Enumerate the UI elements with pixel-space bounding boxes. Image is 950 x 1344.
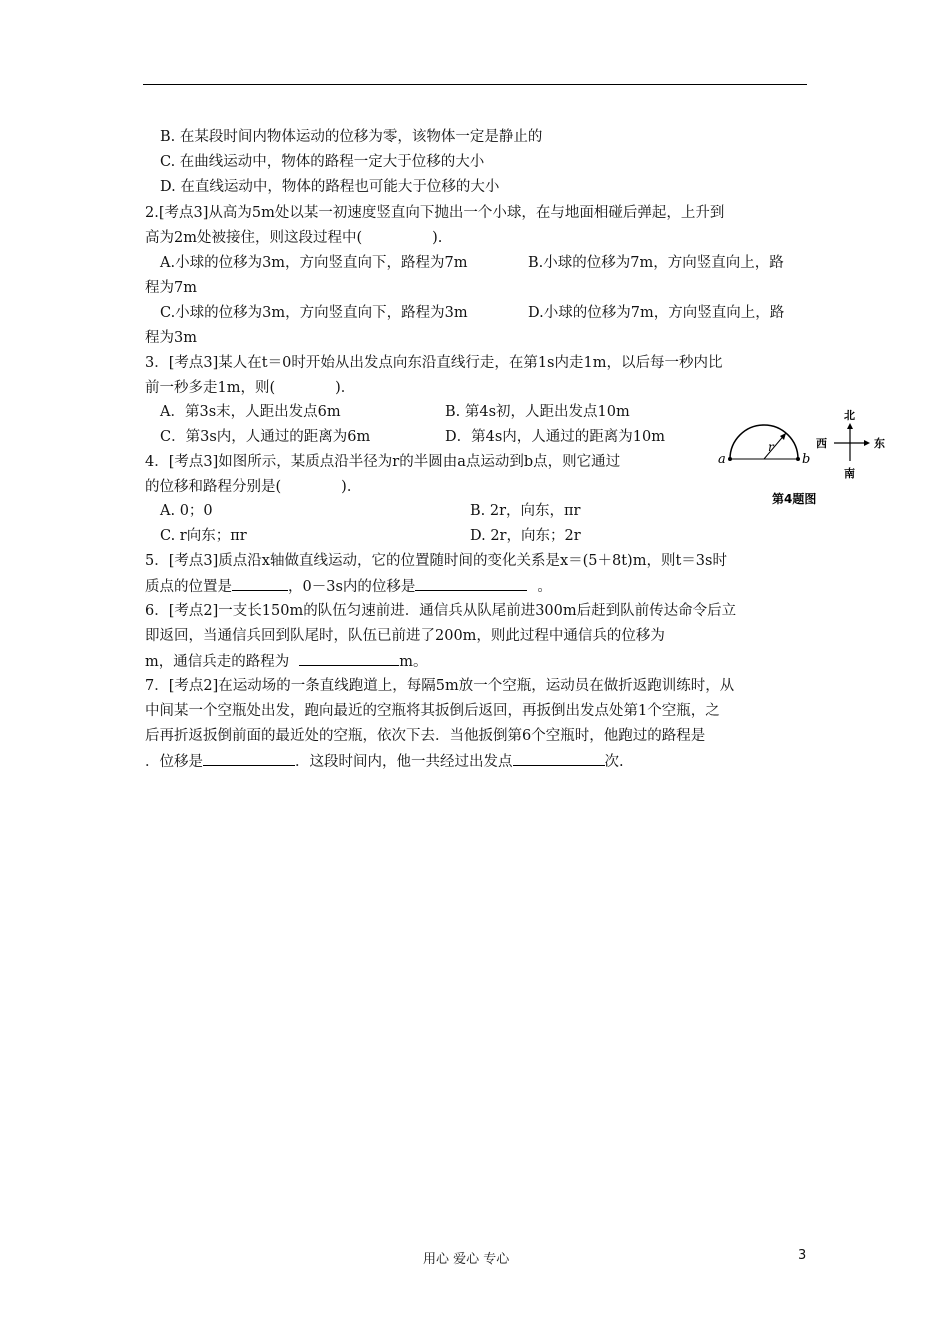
east-arrow-icon <box>864 440 870 446</box>
semicircle-compass-figure <box>716 405 896 515</box>
q1-option-b: B. 在某段时间内物体运动的位移为零，该物体一定是静止的 <box>160 129 543 145</box>
q2-stem-line2 <box>145 228 442 248</box>
q7-answer-blank-2[interactable] <box>513 751 605 766</box>
q7-stem-end: 次. <box>604 754 624 770</box>
q2-stem-line1: 2.[考点3]从高为5m处以某一初速度竖直向下抛出一个小球，在与地面相碰后弹起，上升到 <box>145 205 725 221</box>
q3-stem-end: )． <box>335 380 356 396</box>
q2-option-d-cont: 程为3m <box>145 330 197 346</box>
label-r: r <box>768 440 774 454</box>
q5-answer-blank-2[interactable] <box>415 576 527 591</box>
label-a: a <box>718 452 726 467</box>
q3-option-c: C．第3s内，人通过的距离为6m <box>160 429 371 445</box>
q6-stem-pre: m，通信兵走的路程为 <box>145 654 290 670</box>
q3-stem-text: 前一秒多走1m，则( <box>145 380 276 396</box>
label-north: 北 <box>844 409 855 422</box>
q7-stem-mid: ．这段时间内，他一共经过出发点 <box>295 754 513 770</box>
q7-stem-line1: 7．[考点2]在运动场的一条直线跑道上，每隔5m放一个空瓶，运动员在做折返跑训练时，从 <box>145 678 735 694</box>
figure-caption: 第4题图 <box>772 492 817 506</box>
label-south: 南 <box>844 467 855 480</box>
label-east: 东 <box>874 437 885 450</box>
q3-option-b: B. 第4s初，人距出发点10m <box>445 404 630 420</box>
q4-option-a: A. 0；0 <box>160 503 213 519</box>
q5-stem-line1: 5．[考点3]质点沿x轴做直线运动，它的位置随时间的变化关系是x＝(5＋8t)m，则t＝3s时 <box>145 553 727 569</box>
q2-option-a: A.小球的位移为3m，方向竖直向下，路程为7m <box>160 255 468 271</box>
q5-stem-end: 。 <box>537 579 552 595</box>
q4-option-c: C. r向东；πr <box>160 528 247 544</box>
north-arrow-icon <box>847 423 853 429</box>
q6-stem-line2: 即返回，当通信兵回到队尾时，队伍已前进了200m，则此过程中通信兵的位移为 <box>145 628 665 644</box>
semicircle-arc <box>730 425 798 459</box>
q4-stem-text: 的位移和路程分别是( <box>145 479 282 495</box>
point-a <box>728 457 732 461</box>
q4-stem-line2 <box>145 477 361 497</box>
page-number: 3 <box>798 1248 807 1263</box>
q7-stem-line3: 后再折返扳倒前面的最近处的空瓶，依次下去．当他扳倒第6个空瓶时，他跑过的路程是 <box>145 728 706 744</box>
q3-option-a: A．第3s末，人距出发点6m <box>160 404 341 420</box>
q3-stem-line1: 3．[考点3]某人在t＝0时开始从出发点向东沿直线行走，在第1s内走1m，以后每一秒内比 <box>145 355 723 371</box>
q6-stem-line1: 6．[考点2]一支长150m的队伍匀速前进．通信兵从队尾前进300m后赶到队前传达命令后立 <box>145 603 737 619</box>
label-b: b <box>802 452 811 467</box>
q4-stem-line1: 4．[考点3]如图所示，某质点沿半径为r的半圆由a点运动到b点，则它通过 <box>145 454 621 470</box>
point-b <box>796 457 800 461</box>
q7-stem-pre: ．位移是 <box>145 754 203 770</box>
footer-slogan: 用心 爱心 专心 <box>423 1252 510 1267</box>
q1-option-c: C. 在曲线运动中，物体的路程一定大于位移的大小 <box>160 154 485 170</box>
q2-stem-end: ). <box>432 230 443 246</box>
q6-stem-end: m。 <box>399 654 428 670</box>
q1-option-d: D. 在直线运动中，物体的路程也可能大于位移的大小 <box>160 179 500 195</box>
q6-answer-blank[interactable] <box>299 651 399 666</box>
q7-stem-line2: 中间某一个空瓶处出发，跑向最近的空瓶将其扳倒后返回，再扳倒出发点处第1个空瓶，之 <box>145 703 720 719</box>
q7-answer-blank-1[interactable] <box>203 751 295 766</box>
q5-stem-line2 <box>145 576 552 597</box>
q5-stem-pre: 质点的位置是 <box>145 579 232 595</box>
q2-option-b: B.小球的位移为7m，方向竖直向上，路 <box>528 255 784 271</box>
q7-stem-line4 <box>145 751 624 772</box>
q2-option-d: D.小球的位移为7m，方向竖直向上，路 <box>528 305 785 321</box>
q4-option-b: B. 2r，向东，πr <box>470 503 581 519</box>
q2-option-c: C.小球的位移为3m，方向竖直向下，路程为3m <box>160 305 468 321</box>
q5-stem-mid: ，0－3s内的位移是 <box>288 579 416 595</box>
label-west: 西 <box>816 437 827 450</box>
q4-option-d: D. 2r，向东；2r <box>470 528 581 544</box>
q3-option-d: D．第4s内，人通过的距离为10m <box>445 429 665 445</box>
q4-stem-end: )． <box>341 479 362 495</box>
q5-answer-blank-1[interactable] <box>232 576 288 591</box>
header-rule <box>143 84 807 85</box>
q2-option-b-cont: 程为7m <box>145 280 197 296</box>
q2-stem-text: 高为2m处被接住，则这段过程中( <box>145 230 363 246</box>
q3-stem-line2 <box>145 378 355 398</box>
q6-stem-line3 <box>145 651 428 672</box>
